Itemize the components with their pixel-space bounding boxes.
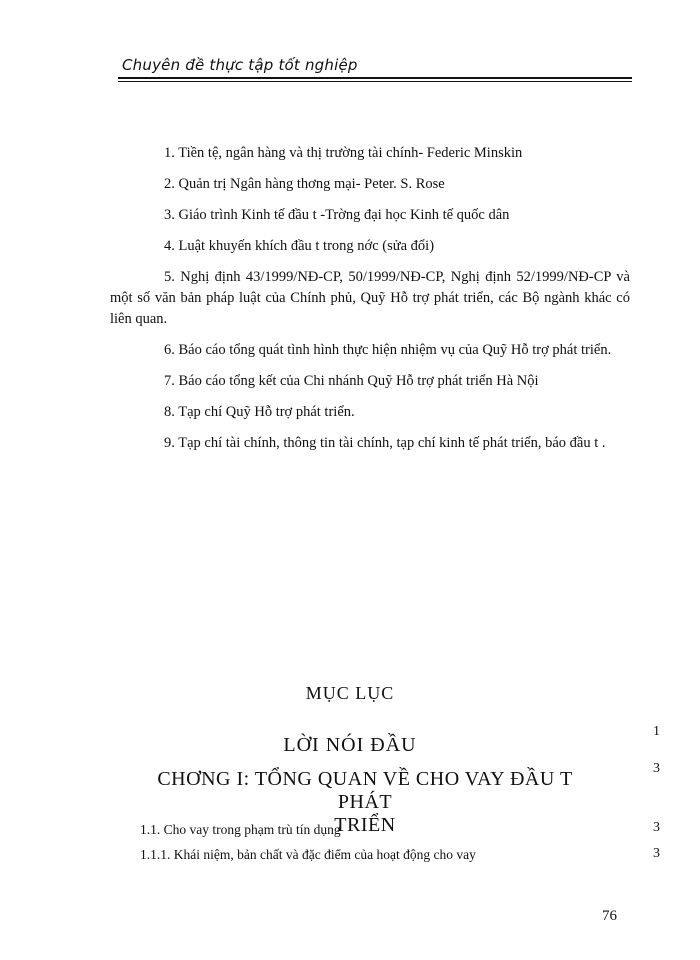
reference-list <box>110 143 630 464</box>
toc-heading-preface: LỜI NÓI ĐẦU <box>283 734 417 756</box>
toc-page-number: 3 <box>653 846 660 861</box>
toc-item: 1.1. Cho vay trong phạm trù tín dụng <box>140 822 341 837</box>
reference-item: 3. Giáo trình Kinh tế đầu t -Trờng đại học Kinh tế quốc dân <box>164 207 510 223</box>
chapter-title-line: TRIỂN <box>334 814 396 836</box>
reference-item: 7. Báo cáo tổng kết của Chi nhánh Quỹ Hỗ trợ phát triển Hà Nội <box>164 373 539 389</box>
reference-item: 1. Tiền tệ, ngân hàng và thị trường tài chính- Federic Minskin <box>164 145 523 161</box>
header-rule-thick <box>118 77 632 79</box>
toc-item: 1.1.1. Khái niệm, bản chất và đặc điểm của hoạt động cho vay <box>140 847 476 862</box>
reference-item: 2. Quản trị Ngân hàng thơng mại- Peter. S. Rose <box>164 176 445 192</box>
page-header-title: Chuyên đề thực tập tốt nghiệp <box>122 56 358 74</box>
page-number: 76 <box>602 908 617 924</box>
header-rule-thin <box>118 81 632 82</box>
toc-title: MỤC LỤC <box>305 683 395 703</box>
toc-page-number: 1 <box>653 724 660 739</box>
toc-page-number: 3 <box>653 820 660 835</box>
toc-page-number: 3 <box>653 761 660 776</box>
reference-item: 5. Nghị định 43/1999/NĐ-CP, 50/1999/NĐ-CP, Nghị định 52/1999/NĐ-CP và một số văn bản pháp luật của Chính phủ, Quỹ Hỗ trợ phát triển, các Bộ ngành khác có liên quan. <box>110 269 630 327</box>
reference-item: 9. Tạp chí tài chính, thông tin tài chính, tạp chí kinh tế phát triển, báo đầu t . <box>164 435 606 451</box>
chapter-title-line: CHƠNG I: TỔNG QUAN VỀ CHO VAY ĐẦU T PHÁT <box>157 768 573 813</box>
reference-item: 8. Tạp chí Quỹ Hỗ trợ phát triển. <box>164 404 355 420</box>
reference-item: 4. Luật khuyến khích đầu t trong nớc (sửa đổi) <box>164 238 435 254</box>
reference-item: 6. Báo cáo tổng quát tình hình thực hiện nhiệm vụ của Quỹ Hỗ trợ phát triển. <box>164 342 612 358</box>
